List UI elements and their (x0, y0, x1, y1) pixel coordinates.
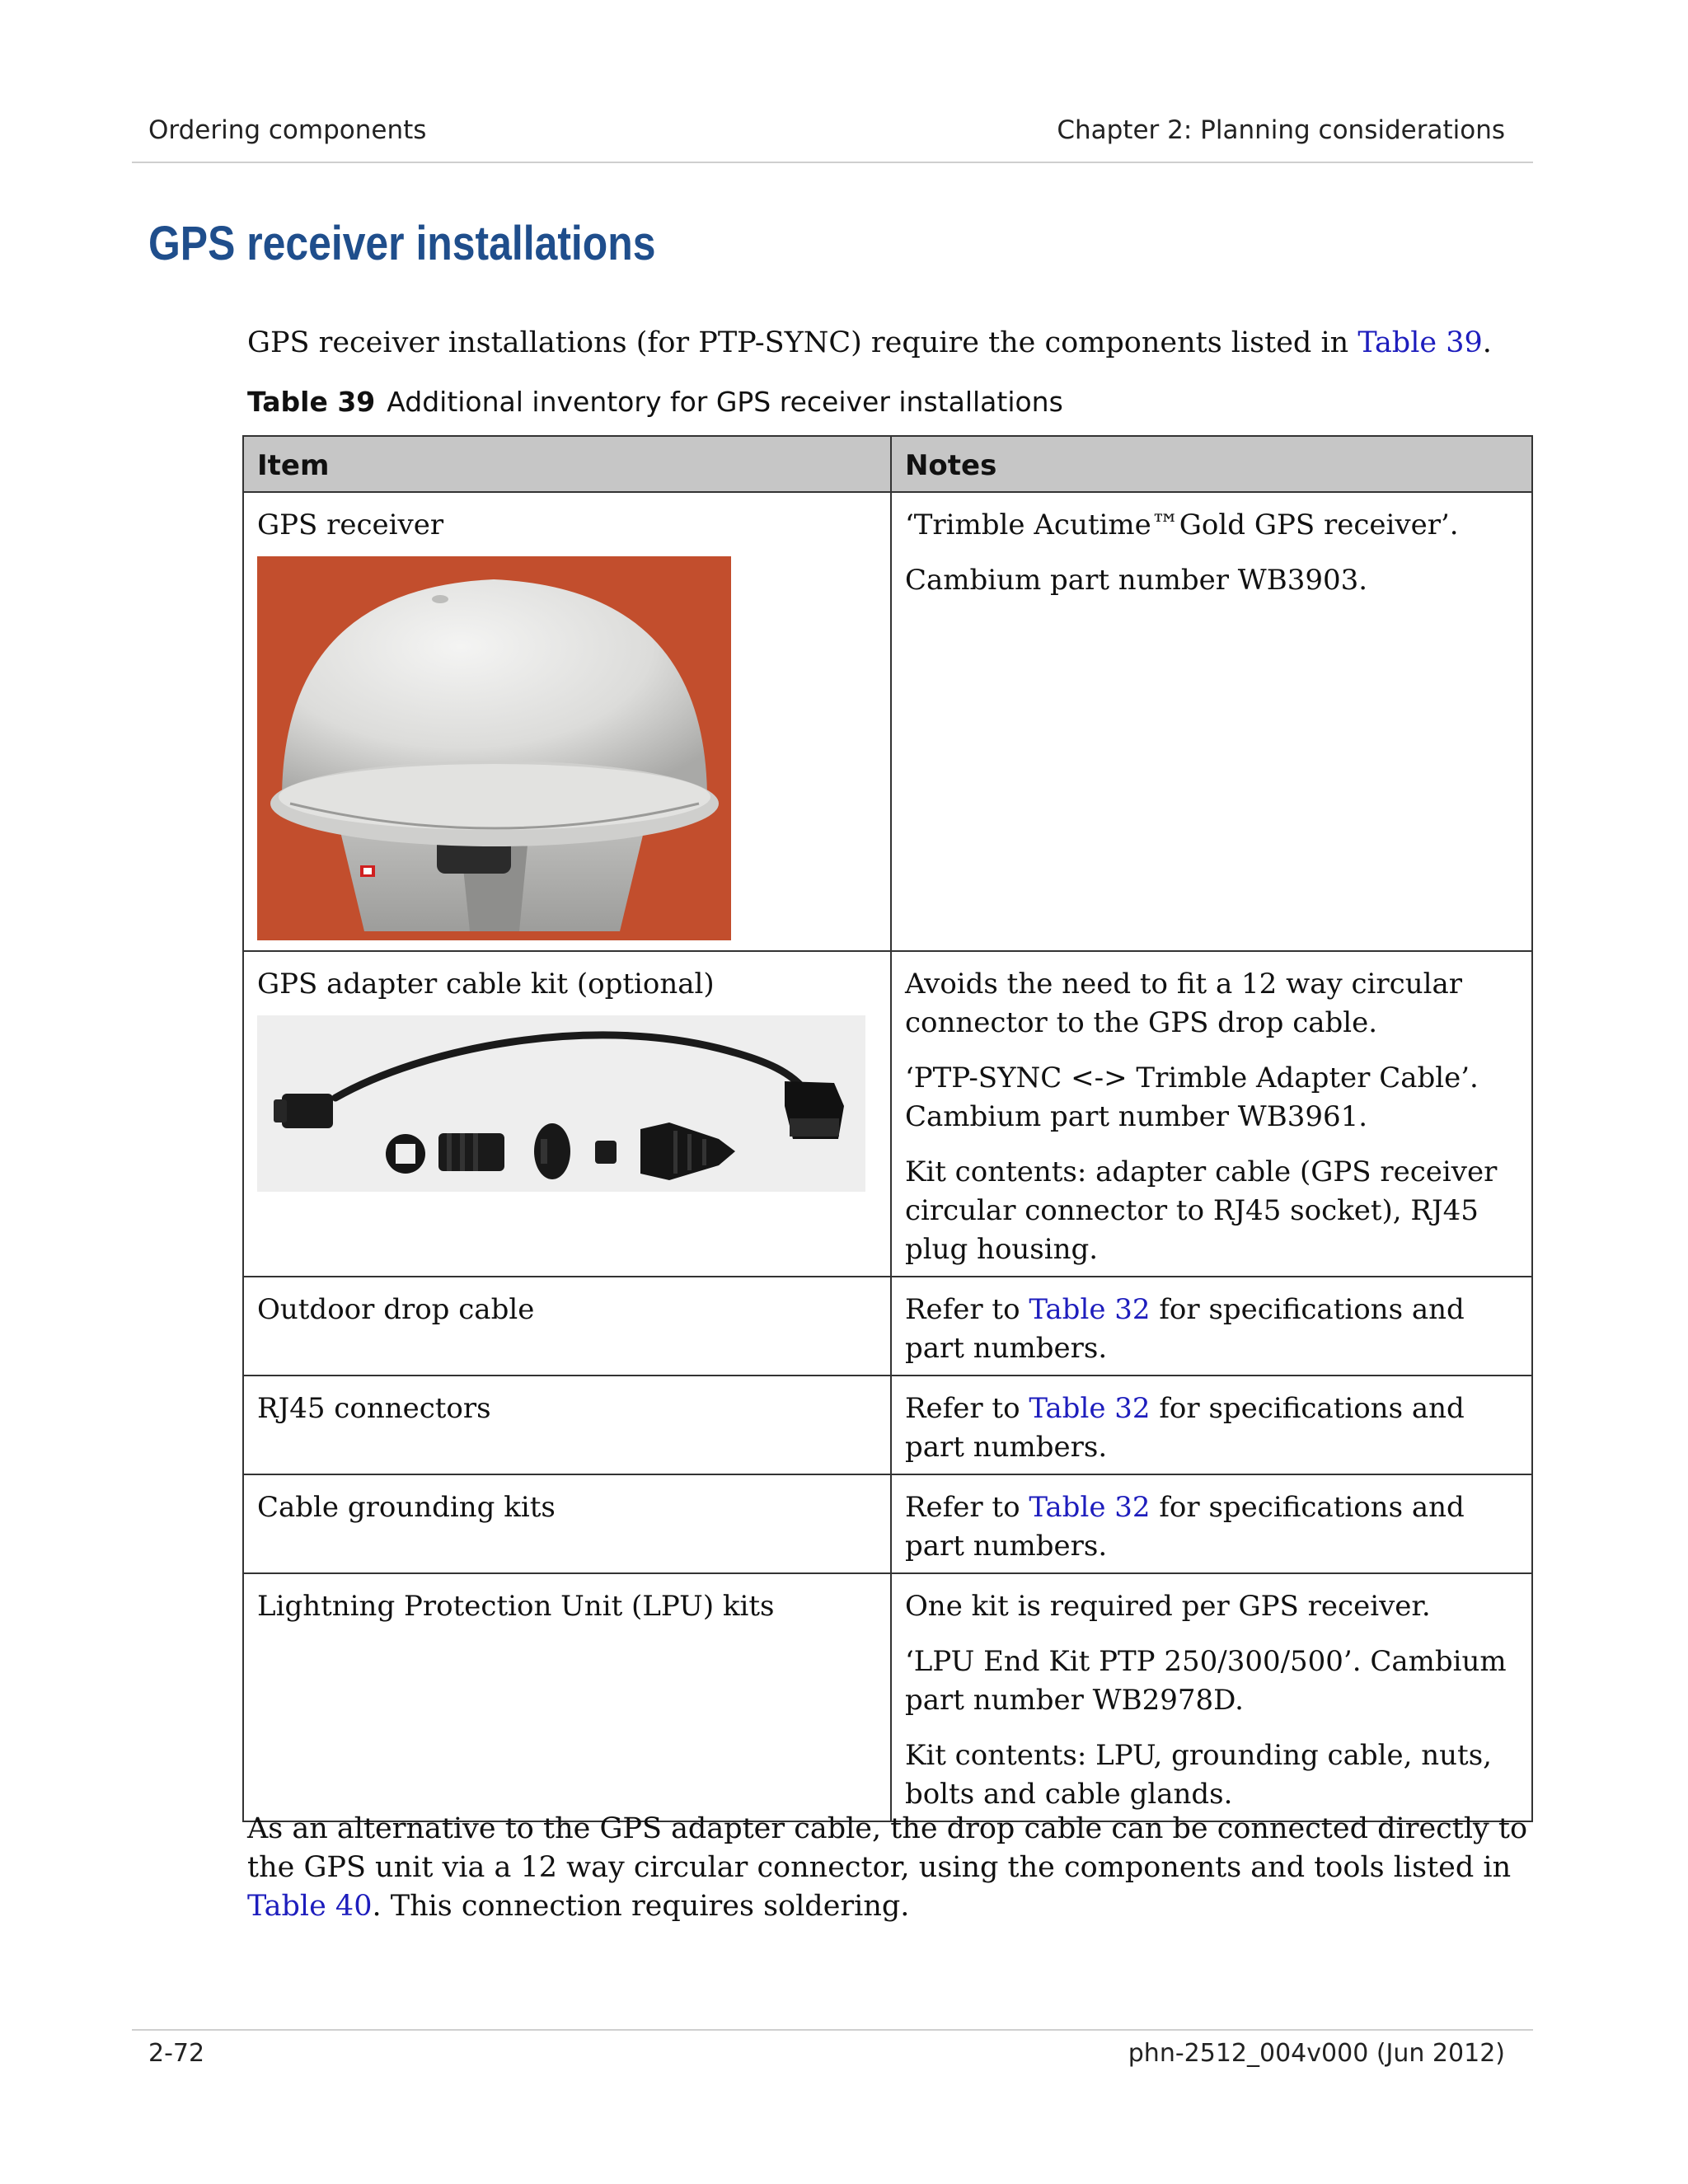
table-row (243, 951, 1532, 1277)
item-lpu-kits: Lightning Protection Unit (LPU) kits (243, 1573, 891, 1821)
inventory-table (242, 435, 1533, 1822)
table-row (243, 1573, 1532, 1821)
section-title: GPS receiver installations (148, 217, 656, 270)
note-line: One kit is required per GPS receiver. (904, 1590, 1431, 1623)
note-line: Cambium part number WB3903. (904, 564, 1368, 597)
table-caption-text: Additional inventory for GPS receiver installations (387, 386, 1063, 418)
header-item: Item (243, 436, 891, 492)
gps-receiver-image (257, 556, 731, 940)
table-row (243, 1474, 1532, 1573)
table-32-link[interactable]: Table 32 (1029, 1293, 1151, 1326)
table-row (243, 1376, 1532, 1474)
running-header-right: Chapter 2: Planning considerations (1057, 115, 1505, 145)
item-cell (243, 492, 891, 951)
table-caption-label: Table 39 (247, 386, 376, 418)
table-row (243, 492, 1532, 951)
notes-cell (891, 1573, 1532, 1821)
table-header-row (243, 436, 1532, 492)
intro-end: . (1482, 326, 1492, 359)
intro-text: GPS receiver installations (for PTP-SYNC) require the components listed in (247, 326, 1358, 359)
running-header-left: Ordering components (148, 115, 427, 145)
item-outdoor-drop-cable: Outdoor drop cable (243, 1277, 891, 1376)
item-cell (243, 951, 891, 1277)
table-32-link[interactable]: Table 32 (1029, 1491, 1151, 1524)
note-prefix: Refer to (904, 1491, 1029, 1524)
notes-cell (891, 951, 1532, 1277)
note-line: ‘LPU End Kit PTP 250/300/500’. Cambium part number WB2978D. (904, 1645, 1507, 1717)
table-32-link[interactable]: Table 32 (1029, 1392, 1151, 1425)
footer-rule (132, 2029, 1533, 2031)
note-line: Kit contents: adapter cable (GPS receiver circular connector to RJ45 socket), RJ45 plug housing. (904, 1155, 1498, 1266)
closing-paragraph (247, 1810, 1541, 1926)
item-rj45-connectors: RJ45 connectors (243, 1376, 891, 1474)
outro-end: . This connection requires soldering. (372, 1890, 910, 1923)
intro-paragraph (247, 326, 1492, 359)
document-id: phn-2512_004v000 (Jun 2012) (1128, 2039, 1505, 2068)
note-line: Kit contents: LPU, grounding cable, nuts, bolts and cable glands. (904, 1739, 1492, 1811)
adapter-cable-kit-image (257, 1015, 865, 1192)
table-39-link[interactable]: Table 39 (1357, 326, 1483, 359)
notes-cell (891, 1474, 1532, 1573)
table-caption (247, 386, 1063, 418)
note-suffix: for specifications and part numbers. (904, 1293, 1465, 1365)
note-line: ‘PTP-SYNC <-> Trimble Adapter Cable’. Cambium part number WB3961. (904, 1062, 1479, 1133)
outro-text: As an alternative to the GPS adapter cable, the drop cable can be connected directly to the GPS unit via a 12 way circular connector, using the components and tools listed in (247, 1812, 1528, 1884)
item-gps-receiver: GPS receiver (257, 509, 444, 541)
note-line: Avoids the need to fit a 12 way circular connector to the GPS drop cable. (904, 968, 1463, 1039)
notes-cell (891, 492, 1532, 951)
note-suffix: for specifications and part numbers. (904, 1392, 1465, 1464)
notes-cell (891, 1376, 1532, 1474)
page-number: 2-72 (148, 2039, 205, 2068)
table-40-link[interactable]: Table 40 (247, 1890, 373, 1923)
note-suffix: for specifications and part numbers. (904, 1491, 1465, 1563)
item-gps-adapter-cable-kit: GPS adapter cable kit (optional) (257, 968, 715, 1001)
item-cable-grounding-kits: Cable grounding kits (243, 1474, 891, 1573)
note-prefix: Refer to (904, 1392, 1029, 1425)
note-prefix: Refer to (904, 1293, 1029, 1326)
table-row (243, 1277, 1532, 1376)
header-notes: Notes (891, 436, 1532, 492)
note-line: ‘Trimble Acutime™Gold GPS receiver’. (904, 509, 1459, 541)
notes-cell (891, 1277, 1532, 1376)
header-rule (132, 162, 1533, 163)
